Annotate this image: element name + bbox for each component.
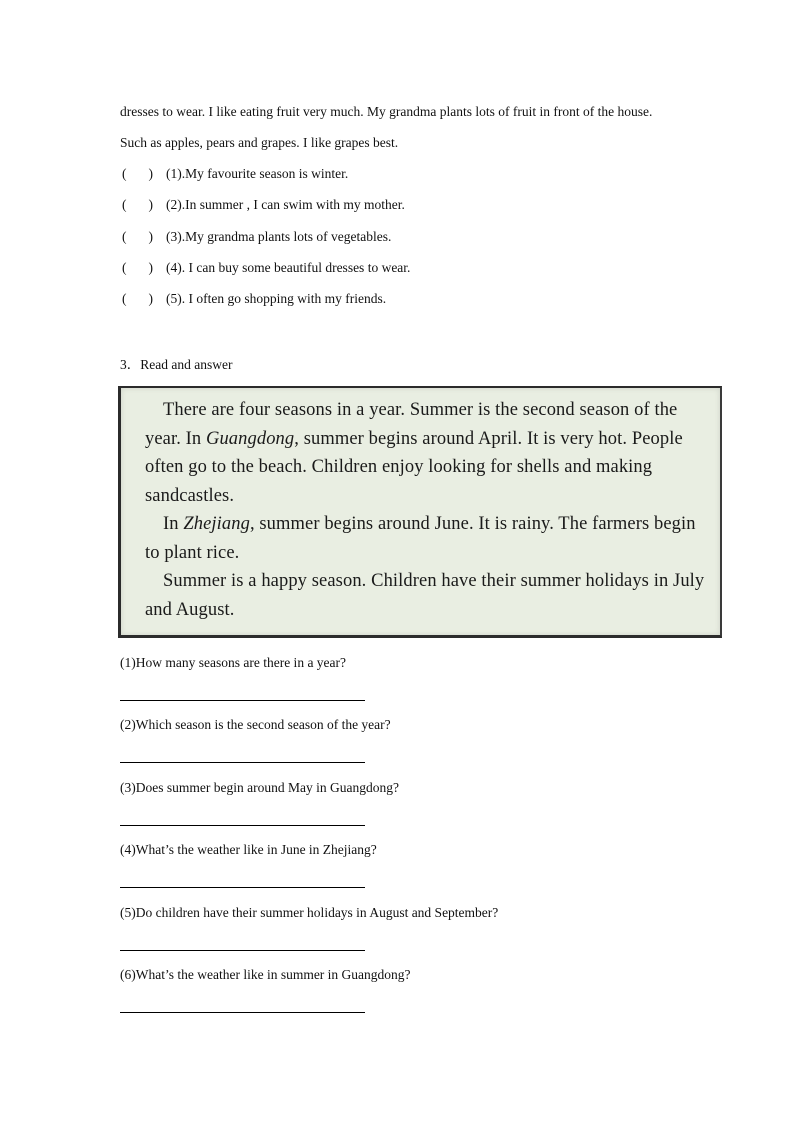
place-name: Guangdong	[206, 428, 295, 449]
place-name: Zhejiang	[183, 514, 250, 534]
tf-item-5	[122, 291, 386, 307]
tf-item-4	[122, 260, 410, 276]
intro-line-2: Such as apples, pears and grapes. I like grapes best.	[120, 135, 399, 150]
tf-item-text: (5). I often go shopping with my friends.	[166, 291, 387, 306]
question-5: (5)Do children have their summer holidays in August and September?	[120, 905, 499, 920]
answer-line-2[interactable]	[120, 762, 365, 763]
answer-line-1[interactable]	[120, 700, 365, 701]
section-heading: 3．Read and answer	[120, 357, 233, 372]
answer-parentheses[interactable]: ( )	[122, 229, 153, 244]
tf-item-text: (4). I can buy some beautiful dresses to wear.	[166, 260, 411, 275]
answer-line-6[interactable]	[120, 1012, 365, 1013]
tf-item-1	[122, 166, 348, 182]
question-4: (4)What’s the weather like in June in Zhejiang?	[120, 842, 377, 857]
tf-item-3	[122, 229, 391, 245]
answer-line-4[interactable]	[120, 887, 365, 888]
answer-parentheses[interactable]: ( )	[122, 291, 153, 306]
scroll-curl-decoration	[118, 394, 128, 434]
question-1: (1)How many seasons are there in a year?	[120, 655, 347, 670]
tf-item-text: (2).In summer , I can swim with my mother.	[166, 197, 405, 212]
question-6: (6)What’s the weather like in summer in Guangdong?	[120, 967, 411, 982]
tf-item-text: (1).My favourite season is winter.	[166, 166, 349, 181]
answer-parentheses[interactable]: ( )	[122, 166, 153, 181]
answer-parentheses[interactable]: ( )	[122, 260, 153, 275]
reading-passage	[118, 386, 722, 638]
passage-paragraph-2: In Zhejiang, summer begins around June. It is rainy. The farmers begin to plant rice.	[145, 514, 696, 563]
answer-line-5[interactable]	[120, 950, 365, 951]
tf-item-2	[122, 197, 405, 213]
question-2: (2)Which season is the second season of the year?	[120, 717, 391, 732]
answer-line-3[interactable]	[120, 825, 365, 826]
scroll-edge-decoration	[118, 478, 128, 618]
question-3: (3)Does summer begin around May in Guangdong?	[120, 780, 399, 795]
passage-paragraph-1: There are four seasons in a year. Summer is the second season of the year. In Guangdong, summer begins around April. It is very hot. People often go to the beach. Children enjoy looking for shells and making sandcastles.	[145, 400, 683, 506]
answer-parentheses[interactable]: ( )	[122, 197, 153, 212]
tf-item-text: (3).My grandma plants lots of vegetables.	[166, 229, 392, 244]
passage-paragraph-3: Summer is a happy season. Children have their summer holidays in July and August.	[145, 571, 705, 620]
intro-line-1: dresses to wear. I like eating fruit very much. My grandma plants lots of fruit in front of the house.	[120, 104, 653, 119]
